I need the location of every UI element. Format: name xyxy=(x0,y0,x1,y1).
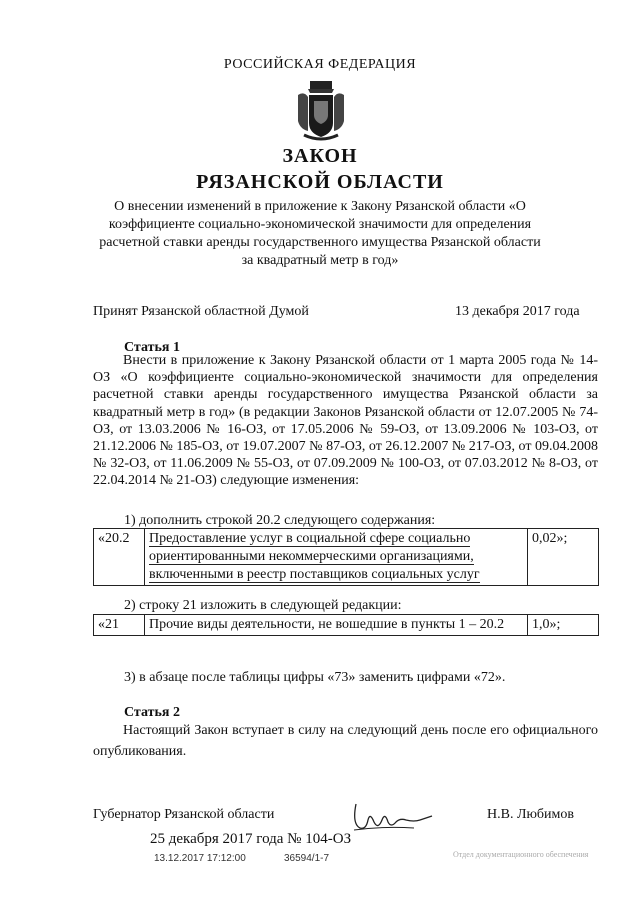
article-2-title: Статья 2 xyxy=(124,705,180,720)
article-2-text: Настоящий Закон вступает в силу на следующий день после его официального опубликования. xyxy=(93,723,598,759)
row-value: 0,02»; xyxy=(528,529,599,586)
row-text-content: Предоставление услуг в социальной сфере социально ориентированными некоммерческими организациями, включенными в реестр поставщиков социальных услуг xyxy=(149,531,480,582)
federation-heading: РОССИЙСКАЯ ФЕДЕРАЦИЯ xyxy=(223,57,417,72)
article-1-item-3: 3) в абзаце после таблицы цифры «73» заменить цифрами «72». xyxy=(124,670,506,685)
row-value: 1,0»; xyxy=(528,615,599,636)
registration-number: 36594/1-7 xyxy=(284,853,330,864)
amendment-table-2 xyxy=(93,614,599,636)
adopted-by: Принят Рязанской областной Думой xyxy=(93,304,309,319)
law-word: ЗАКОН xyxy=(282,145,358,167)
row-text: Прочие виды деятельности, не вошедшие в пункты 1 – 20.2 xyxy=(145,615,528,636)
law-subtitle: О внесении изменений в приложение к Закону Рязанской области «О коэффициенте социально-экономической значимости для определения расчетной ставки аренды государственного имущества Рязанской области за квадратный метр в год» xyxy=(99,199,541,268)
row-number: «20.2 xyxy=(94,529,145,586)
table-row xyxy=(94,529,599,586)
table-row xyxy=(94,615,599,636)
registration-timestamp: 13.12.2017 17:12:00 xyxy=(154,853,246,864)
coat-of-arms-emblem xyxy=(294,77,348,143)
article-1-item-2: 2) строку 21 изложить в следующей редакции: xyxy=(124,598,402,613)
handwritten-signature xyxy=(350,796,440,836)
governor-position: Губернатор Рязанской области xyxy=(93,807,275,822)
adoption-date: 13 декабря 2017 года xyxy=(455,304,580,319)
row-number: «21 xyxy=(94,615,145,636)
region-name: РЯЗАНСКОЙ ОБЛАСТИ xyxy=(196,171,444,193)
article-1-text: Внести в приложение к Закону Рязанской области от 1 марта 2005 года № 14-ОЗ «О коэффициенте социально-экономической значимости для определения расчетной ставки аренды государственного имущества Рязанской области за квадратный метр в год» (в редакции Законов Рязанской области от 12.07.2005 № 74-ОЗ, от 13.03.2006 № 16-ОЗ, от 17.05.2006 № 59-ОЗ, от 13.09.2006 № 103-ОЗ, от 21.12.2006 № 185-ОЗ, от 19.07.2007 № 87-ОЗ, от 26.12.2007 № 217-ОЗ, от 09.04.2008 № 32-ОЗ, от 11.06.2009 № 55-ОЗ, от 07.09.2009 № 100-ОЗ, от 07.03.2012 № 8-ОЗ, от 22.04.2014 № 21-ОЗ) следующие изменения: xyxy=(93,353,598,489)
law-title xyxy=(0,143,640,195)
article-1-item-1: 1) дополнить строкой 20.2 следующего содержания: xyxy=(124,513,436,528)
amendment-table-1 xyxy=(93,528,599,586)
faint-office-stamp: Отдел документационного обеспечения xyxy=(453,850,589,859)
governor-name: Н.В. Любимов xyxy=(487,807,574,822)
article-1-title: Статья 1 xyxy=(124,340,180,355)
law-date-number: 25 декабря 2017 года № 104-ОЗ xyxy=(150,831,352,847)
row-text xyxy=(145,529,528,586)
